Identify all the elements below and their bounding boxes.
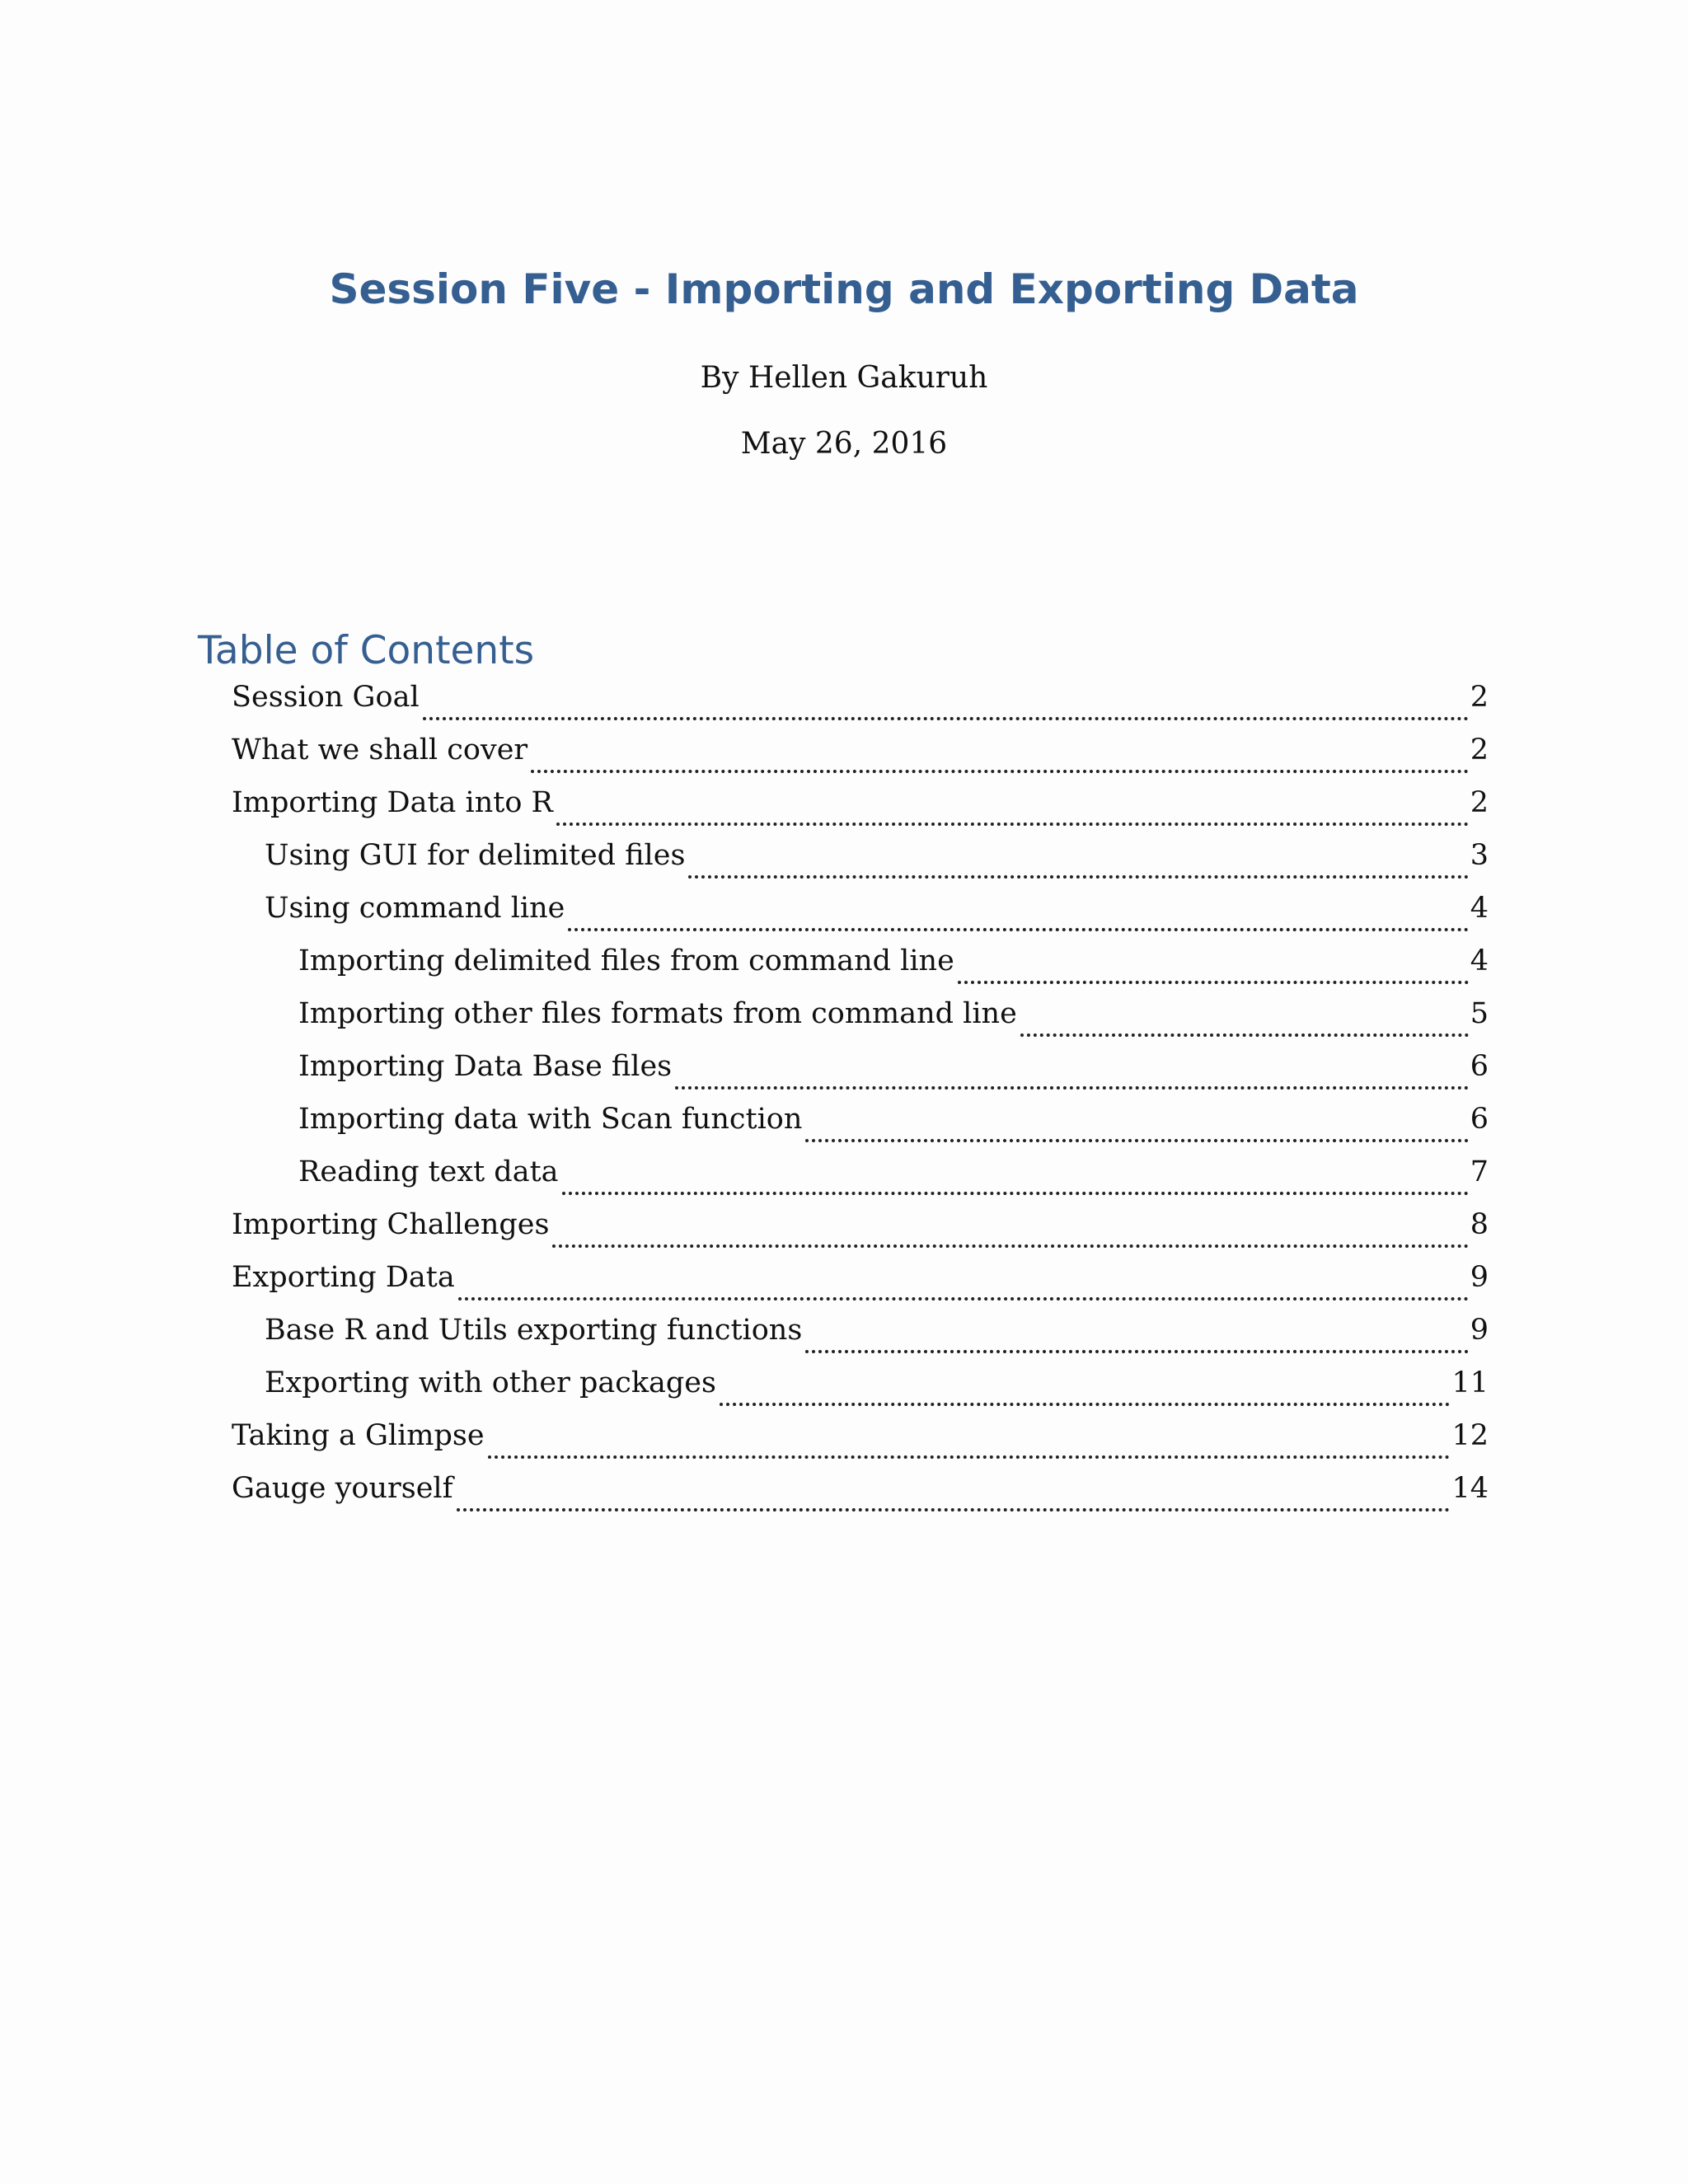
- toc-entry-label: Taking a Glimpse: [232, 1419, 485, 1452]
- toc-entry-page: 6: [1470, 1050, 1489, 1083]
- toc-entry[interactable]: [232, 1208, 1489, 1261]
- toc-entry[interactable]: [232, 1314, 1489, 1366]
- toc-entry-label: Importing Challenges: [232, 1208, 550, 1241]
- toc-entry-page: 6: [1470, 1103, 1489, 1136]
- toc-entry-page: 4: [1470, 944, 1489, 977]
- toc-entry[interactable]: [232, 1472, 1489, 1525]
- toc-entry-label: Importing Data into R: [232, 786, 553, 819]
- dot-leader: [556, 819, 1469, 826]
- toc-entry[interactable]: [232, 1155, 1489, 1208]
- toc-entry-label: What we shall cover: [232, 733, 528, 766]
- dot-leader: [805, 1347, 1468, 1353]
- toc-entry-page: 14: [1451, 1472, 1489, 1505]
- toc-entry-label: Exporting with other packages: [265, 1366, 716, 1399]
- toc-entry[interactable]: [232, 786, 1489, 839]
- toc-entry-label: Gauge yourself: [232, 1472, 453, 1505]
- document-author: By Hellen Gakuruh: [700, 361, 988, 395]
- document-date: May 26, 2016: [740, 427, 948, 461]
- toc-entry-page: 12: [1451, 1419, 1489, 1452]
- toc-entry-label: Importing data with Scan function: [298, 1103, 803, 1136]
- toc-entry-label: Using GUI for delimited files: [265, 839, 686, 872]
- dot-leader: [958, 977, 1469, 984]
- toc-entry[interactable]: [232, 733, 1489, 786]
- toc-entry-page: 11: [1451, 1366, 1489, 1399]
- toc-entry-label: Exporting Data: [232, 1261, 455, 1294]
- toc-entry-page: 2: [1470, 681, 1489, 714]
- toc-entry-page: 2: [1470, 733, 1489, 766]
- toc-entry[interactable]: [232, 1050, 1489, 1103]
- dot-leader: [805, 1136, 1468, 1142]
- dot-leader: [688, 872, 1468, 879]
- toc-entry[interactable]: [232, 681, 1489, 733]
- toc-entry[interactable]: [232, 839, 1489, 892]
- toc-entry-label: Importing Data Base files: [298, 1050, 673, 1083]
- document-title: Session Five - Importing and Exporting Data: [329, 265, 1359, 313]
- dot-leader: [457, 1505, 1451, 1511]
- toc-entry[interactable]: [232, 1366, 1489, 1419]
- toc-entry-label: Session Goal: [232, 681, 420, 714]
- dot-leader: [423, 714, 1469, 720]
- dot-leader: [531, 766, 1469, 773]
- toc-entry-label: Importing delimited files from command line: [298, 944, 954, 977]
- dot-leader: [552, 1241, 1468, 1248]
- table-of-contents: [232, 681, 1489, 1525]
- toc-entry-page: 9: [1470, 1261, 1489, 1294]
- toc-entry-page: 7: [1470, 1155, 1489, 1188]
- toc-entry-page: 3: [1470, 839, 1489, 872]
- toc-entry-page: 5: [1470, 997, 1489, 1030]
- toc-entry-label: Reading text data: [298, 1155, 559, 1188]
- toc-entry[interactable]: [232, 997, 1489, 1050]
- dot-leader: [720, 1399, 1450, 1406]
- dot-leader: [675, 1083, 1469, 1090]
- dot-leader: [458, 1294, 1469, 1301]
- toc-entry-page: 9: [1470, 1314, 1489, 1347]
- toc-entry[interactable]: [232, 944, 1489, 997]
- toc-entry-label: Base R and Utils exporting functions: [265, 1314, 803, 1347]
- dot-leader: [568, 925, 1468, 931]
- toc-entry-page: 4: [1470, 892, 1489, 925]
- dot-leader: [1020, 1030, 1469, 1037]
- toc-entry[interactable]: [232, 1419, 1489, 1472]
- toc-entry[interactable]: [232, 1103, 1489, 1155]
- toc-entry[interactable]: [232, 1261, 1489, 1314]
- toc-entry-page: 8: [1470, 1208, 1489, 1241]
- dot-leader: [488, 1452, 1451, 1459]
- toc-entry-label: Importing other files formats from command line: [298, 997, 1017, 1030]
- dot-leader: [562, 1188, 1469, 1195]
- toc-entry[interactable]: [232, 892, 1489, 944]
- toc-heading: Table of Contents: [198, 628, 535, 673]
- toc-entry-page: 2: [1470, 786, 1489, 819]
- toc-entry-label: Using command line: [265, 892, 565, 925]
